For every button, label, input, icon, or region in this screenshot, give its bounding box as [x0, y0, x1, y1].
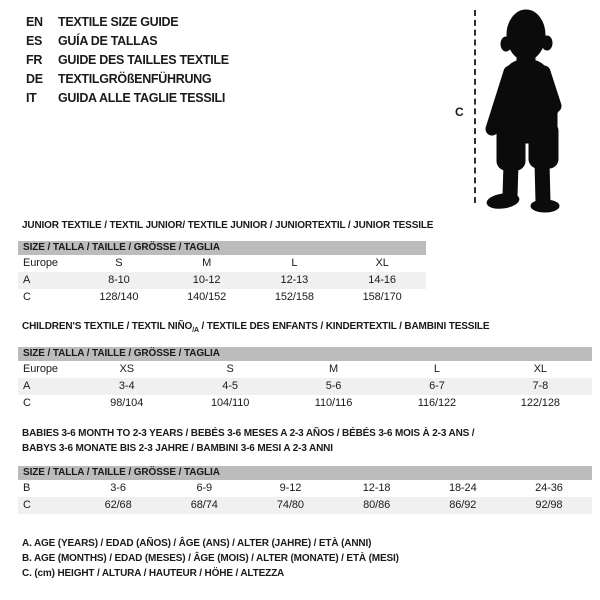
row-label-cell: C [23, 499, 31, 511]
value-cell: 104/110 [210, 397, 250, 409]
row-label-cell: A [23, 274, 31, 286]
title-text: CHILDREN'S TEXTILE / TEXTIL NIÑO [22, 321, 193, 332]
value-cell: L [433, 363, 440, 375]
value-cell: 4-5 [222, 380, 238, 392]
table-row [18, 361, 592, 378]
babies-textile-title [22, 427, 474, 456]
lang-row-es [26, 32, 229, 51]
footnote-a: A. AGE (YEARS) / EDAD (AÑOS) / ÂGE (ANS) / ALTER (JAHRE) / ETÀ (ANNI) [22, 538, 372, 549]
lang-code: DE [26, 72, 43, 86]
value-cell: 6-7 [429, 380, 445, 392]
toddler-silhouette-icon [478, 2, 598, 214]
size-bar: SIZE / TALLA / TAILLE / GRÖSSE / TAGLIA [18, 241, 426, 255]
value-cell: M [328, 363, 339, 375]
lang-row-fr [26, 51, 229, 70]
value-cell: 7-8 [532, 380, 549, 392]
table-row [18, 289, 426, 306]
value-cell: 128/140 [99, 291, 139, 303]
row-label-cell: B [23, 482, 31, 494]
table-body [18, 480, 592, 514]
table-body [18, 255, 426, 306]
height-measure-dashed-line [474, 10, 476, 203]
lang-code: ES [26, 34, 43, 48]
table-row [18, 497, 592, 514]
row-label-cell: Europe [23, 257, 58, 269]
table-row [18, 255, 426, 272]
value-cell: XS [119, 363, 134, 375]
legend-footnotes [22, 536, 399, 581]
row-label-cell: Europe [23, 363, 58, 375]
row-label-cell: C [23, 291, 31, 303]
lang-code: EN [26, 15, 43, 29]
lang-label: TEXTILE SIZE GUIDE [58, 15, 179, 29]
value-cell: 116/122 [417, 397, 457, 409]
footnote-b: B. AGE (MONTHS) / EDAD (MESES) / ÂGE (MOIS) / ALTER (MONATE) / ETÀ (MESI) [22, 553, 399, 564]
value-cell: 68/74 [190, 499, 218, 511]
children-size-table [18, 347, 592, 412]
lang-label: GUIDE DES TAILLES TEXTILE [58, 53, 229, 67]
table-row [18, 395, 592, 412]
junior-size-table [18, 241, 426, 306]
language-title-list [26, 13, 229, 108]
value-cell: 6-9 [196, 482, 213, 494]
value-cell: 18-24 [448, 482, 477, 494]
lang-label: TEXTILGRÖßENFÜHRUNG [58, 72, 212, 86]
value-cell: XL [533, 363, 547, 375]
value-cell: M [202, 257, 212, 269]
size-bar: SIZE / TALLA / TAILLE / GRÖSSE / TAGLIA [18, 466, 592, 480]
value-cell: 86/92 [449, 499, 477, 511]
value-cell: 140/152 [187, 291, 227, 303]
value-cell: 74/80 [276, 499, 304, 511]
row-label-cell: C [23, 397, 31, 409]
title-subscript: /A [192, 327, 199, 334]
value-cell: 3-4 [118, 380, 135, 392]
value-cell: 14-16 [368, 274, 396, 286]
value-cell: 152/158 [274, 291, 314, 303]
value-cell: XL [375, 257, 389, 269]
lang-label: GUÍA DE TALLAS [58, 34, 158, 48]
title-line-1: BABIES 3-6 MONTH TO 2-3 YEARS / BEBÉS 3-6 MESES A 2-3 AÑOS / BÉBÉS 3-6 MOIS À 2-3 ANS / [22, 428, 475, 439]
value-cell: 10-12 [192, 274, 221, 286]
table-row [18, 480, 592, 497]
value-cell: 24-36 [535, 482, 563, 494]
size-bar: SIZE / TALLA / TAILLE / GRÖSSE / TAGLIA [18, 347, 592, 361]
lang-code: FR [26, 53, 43, 67]
lang-code: IT [26, 91, 37, 105]
row-label-cell: A [23, 380, 31, 392]
value-cell: 158/170 [362, 291, 402, 303]
footnote-c: C. (cm) HEIGHT / ALTURA / HAUTEUR / HÖHE / ALTEZZA [22, 568, 285, 579]
lang-row-it [26, 89, 229, 108]
lang-label: GUIDA ALLE TAGLIE TESSILI [58, 91, 226, 105]
value-cell: S [226, 363, 234, 375]
title-text: / TEXTILE DES ENFANTS / KINDERTEXTIL / BAMBINI TESSILE [198, 321, 490, 332]
table-body [18, 361, 592, 412]
lang-row-de [26, 70, 229, 89]
children-textile-title [22, 320, 489, 339]
lang-row-en [26, 13, 229, 32]
value-cell: 8-10 [108, 274, 130, 286]
measure-label-c: C [455, 105, 464, 119]
value-cell: L [291, 257, 298, 269]
title-line-2: BABYS 3-6 MONATE BIS 2-3 JAHRE / BAMBINI 3-6 MESI A 2-3 ANNI [22, 442, 333, 454]
value-cell: 98/104 [110, 397, 144, 409]
table-row [18, 378, 592, 395]
value-cell: 62/68 [104, 499, 132, 511]
value-cell: 122/128 [520, 397, 560, 409]
value-cell: 3-6 [110, 482, 126, 494]
value-cell: 110/116 [314, 397, 353, 409]
junior-textile-title: JUNIOR TEXTILE / TEXTIL JUNIOR/ TEXTILE JUNIOR / JUNIORTEXTIL / JUNIOR TESSILE [22, 220, 434, 231]
value-cell: 80/86 [363, 499, 391, 511]
value-cell: 9-12 [279, 482, 302, 494]
table-row [18, 272, 426, 289]
value-cell: 12-18 [362, 482, 391, 494]
value-cell: 5-6 [325, 380, 342, 392]
babies-size-table [18, 466, 592, 514]
value-cell: S [115, 257, 123, 269]
value-cell: 92/98 [535, 499, 563, 511]
value-cell: 12-13 [280, 274, 309, 286]
